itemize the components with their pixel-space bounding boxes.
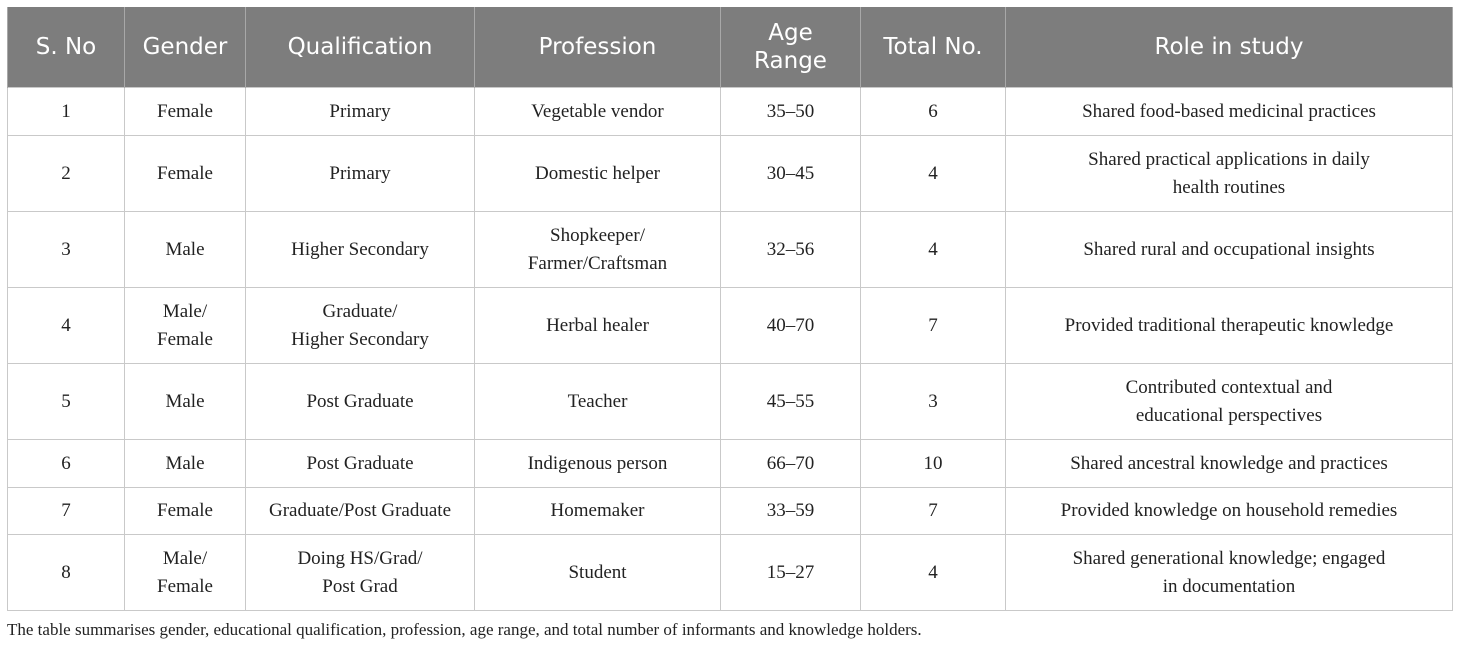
cell-age-range: 66–70 xyxy=(721,440,861,488)
cell-qualification: Graduate/ Higher Secondary xyxy=(246,288,475,364)
cell-s-no: 2 xyxy=(8,136,125,212)
cell-gender: Female xyxy=(125,88,246,136)
table-row xyxy=(8,488,1453,535)
cell-total-no: 4 xyxy=(861,136,1006,212)
cell-s-no: 7 xyxy=(8,488,125,535)
cell-s-no: 6 xyxy=(8,440,125,488)
table-row xyxy=(8,535,1453,611)
cell-qualification: Graduate/Post Graduate xyxy=(246,488,475,535)
cell-total-no: 6 xyxy=(861,88,1006,136)
cell-gender: Female xyxy=(125,488,246,535)
cell-profession: Domestic helper xyxy=(475,136,721,212)
cell-role: Provided knowledge on household remedies xyxy=(1006,488,1453,535)
informants-table xyxy=(7,7,1453,611)
cell-gender: Male xyxy=(125,212,246,288)
table-row xyxy=(8,212,1453,288)
cell-qualification: Higher Secondary xyxy=(246,212,475,288)
cell-gender: Male/ Female xyxy=(125,288,246,364)
cell-age-range: 32–56 xyxy=(721,212,861,288)
cell-qualification: Doing HS/Grad/ Post Grad xyxy=(246,535,475,611)
cell-gender: Male xyxy=(125,364,246,440)
table-row xyxy=(8,136,1453,212)
cell-gender: Male xyxy=(125,440,246,488)
cell-total-no: 4 xyxy=(861,212,1006,288)
cell-total-no: 7 xyxy=(861,488,1006,535)
cell-profession: Indigenous person xyxy=(475,440,721,488)
cell-age-range: 33–59 xyxy=(721,488,861,535)
cell-qualification: Post Graduate xyxy=(246,364,475,440)
cell-role: Provided traditional therapeutic knowledge xyxy=(1006,288,1453,364)
table-row xyxy=(8,88,1453,136)
cell-profession: Shopkeeper/ Farmer/Craftsman xyxy=(475,212,721,288)
cell-profession: Herbal healer xyxy=(475,288,721,364)
cell-qualification: Post Graduate xyxy=(246,440,475,488)
cell-age-range: 40–70 xyxy=(721,288,861,364)
cell-profession: Homemaker xyxy=(475,488,721,535)
cell-role: Shared food-based medicinal practices xyxy=(1006,88,1453,136)
table-container xyxy=(7,7,1452,611)
cell-profession: Teacher xyxy=(475,364,721,440)
header-total-no: Total No. xyxy=(861,7,1006,88)
cell-qualification: Primary xyxy=(246,88,475,136)
cell-s-no: 1 xyxy=(8,88,125,136)
header-row xyxy=(8,7,1453,88)
header-s-no: S. No xyxy=(8,7,125,88)
cell-total-no: 10 xyxy=(861,440,1006,488)
cell-s-no: 4 xyxy=(8,288,125,364)
header-qualification: Qualification xyxy=(246,7,475,88)
cell-gender: Female xyxy=(125,136,246,212)
cell-total-no: 3 xyxy=(861,364,1006,440)
cell-s-no: 8 xyxy=(8,535,125,611)
table-row xyxy=(8,288,1453,364)
cell-profession: Vegetable vendor xyxy=(475,88,721,136)
cell-age-range: 45–55 xyxy=(721,364,861,440)
cell-qualification: Primary xyxy=(246,136,475,212)
cell-age-range: 30–45 xyxy=(721,136,861,212)
cell-role: Shared rural and occupational insights xyxy=(1006,212,1453,288)
cell-role: Contributed contextual and educational perspectives xyxy=(1006,364,1453,440)
header-profession: Profession xyxy=(475,7,721,88)
cell-gender: Male/ Female xyxy=(125,535,246,611)
cell-role: Shared ancestral knowledge and practices xyxy=(1006,440,1453,488)
cell-total-no: 7 xyxy=(861,288,1006,364)
header-gender: Gender xyxy=(125,7,246,88)
table-caption: The table summarises gender, educational qualification, profession, age range, and total number of informants and knowledge holders. xyxy=(7,620,922,639)
cell-profession: Student xyxy=(475,535,721,611)
cell-age-range: 15–27 xyxy=(721,535,861,611)
cell-role: Shared practical applications in daily health routines xyxy=(1006,136,1453,212)
cell-s-no: 5 xyxy=(8,364,125,440)
cell-s-no: 3 xyxy=(8,212,125,288)
cell-total-no: 4 xyxy=(861,535,1006,611)
table-row xyxy=(8,440,1453,488)
header-age-range: Age Range xyxy=(721,7,861,88)
header-role-in-study: Role in study xyxy=(1006,7,1453,88)
table-row xyxy=(8,364,1453,440)
cell-age-range: 35–50 xyxy=(721,88,861,136)
cell-role: Shared generational knowledge; engaged in documentation xyxy=(1006,535,1453,611)
